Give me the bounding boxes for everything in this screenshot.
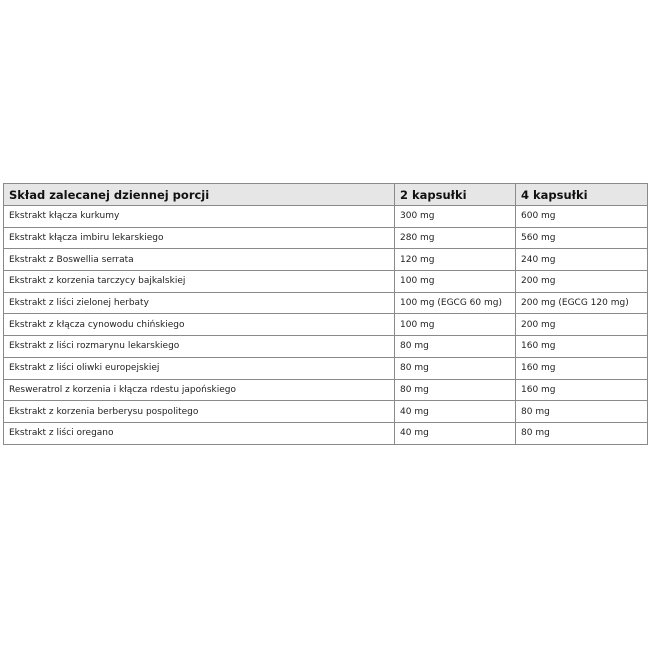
ingredient-cell: Ekstrakt z liści zielonej herbaty [4, 292, 395, 314]
header-2-capsules: 2 kapsułki [395, 184, 516, 206]
dose-2-cell: 120 mg [395, 249, 516, 271]
dose-2-cell: 40 mg [395, 422, 516, 444]
dose-4-cell: 200 mg [516, 314, 648, 336]
dose-4-cell: 240 mg [516, 249, 648, 271]
ingredient-cell: Ekstrakt kłącza imbiru lekarskiego [4, 227, 395, 249]
dose-4-cell: 80 mg [516, 401, 648, 423]
table-row [4, 271, 648, 293]
ingredient-cell: Ekstrakt z liści oliwki europejskiej [4, 357, 395, 379]
table-row [4, 379, 648, 401]
dose-4-cell: 160 mg [516, 336, 648, 358]
table-row [4, 227, 648, 249]
dose-4-cell: 200 mg [516, 271, 648, 293]
ingredient-cell: Ekstrakt z liści oregano [4, 422, 395, 444]
ingredient-cell: Ekstrakt z kłącza cynowodu chińskiego [4, 314, 395, 336]
header-4-capsules: 4 kapsułki [516, 184, 648, 206]
table-row [4, 292, 648, 314]
table-header-row [4, 184, 648, 206]
ingredient-cell: Ekstrakt z korzenia berberysu pospolitego [4, 401, 395, 423]
dose-4-cell: 560 mg [516, 227, 648, 249]
ingredient-cell: Ekstrakt kłącza kurkumy [4, 206, 395, 228]
table-row [4, 314, 648, 336]
dose-4-cell: 200 mg (EGCG 120 mg) [516, 292, 648, 314]
dose-2-cell: 100 mg (EGCG 60 mg) [395, 292, 516, 314]
ingredient-cell: Ekstrakt z Boswellia serrata [4, 249, 395, 271]
dose-2-cell: 80 mg [395, 357, 516, 379]
dose-2-cell: 40 mg [395, 401, 516, 423]
ingredient-cell: Ekstrakt z korzenia tarczycy bajkalskiej [4, 271, 395, 293]
dose-2-cell: 280 mg [395, 227, 516, 249]
ingredient-cell: Resweratrol z korzenia i kłącza rdestu japońskiego [4, 379, 395, 401]
header-ingredient: Skład zalecanej dziennej porcji [4, 184, 395, 206]
dose-4-cell: 160 mg [516, 379, 648, 401]
dose-2-cell: 80 mg [395, 379, 516, 401]
composition-table-container [3, 183, 647, 445]
composition-table [3, 183, 648, 445]
dose-4-cell: 160 mg [516, 357, 648, 379]
dose-2-cell: 300 mg [395, 206, 516, 228]
table-row [4, 206, 648, 228]
table-row [4, 422, 648, 444]
dose-4-cell: 80 mg [516, 422, 648, 444]
table-row [4, 336, 648, 358]
dose-2-cell: 100 mg [395, 271, 516, 293]
dose-2-cell: 100 mg [395, 314, 516, 336]
table-row [4, 401, 648, 423]
dose-4-cell: 600 mg [516, 206, 648, 228]
table-row [4, 357, 648, 379]
table-row [4, 249, 648, 271]
ingredient-cell: Ekstrakt z liści rozmarynu lekarskiego [4, 336, 395, 358]
dose-2-cell: 80 mg [395, 336, 516, 358]
